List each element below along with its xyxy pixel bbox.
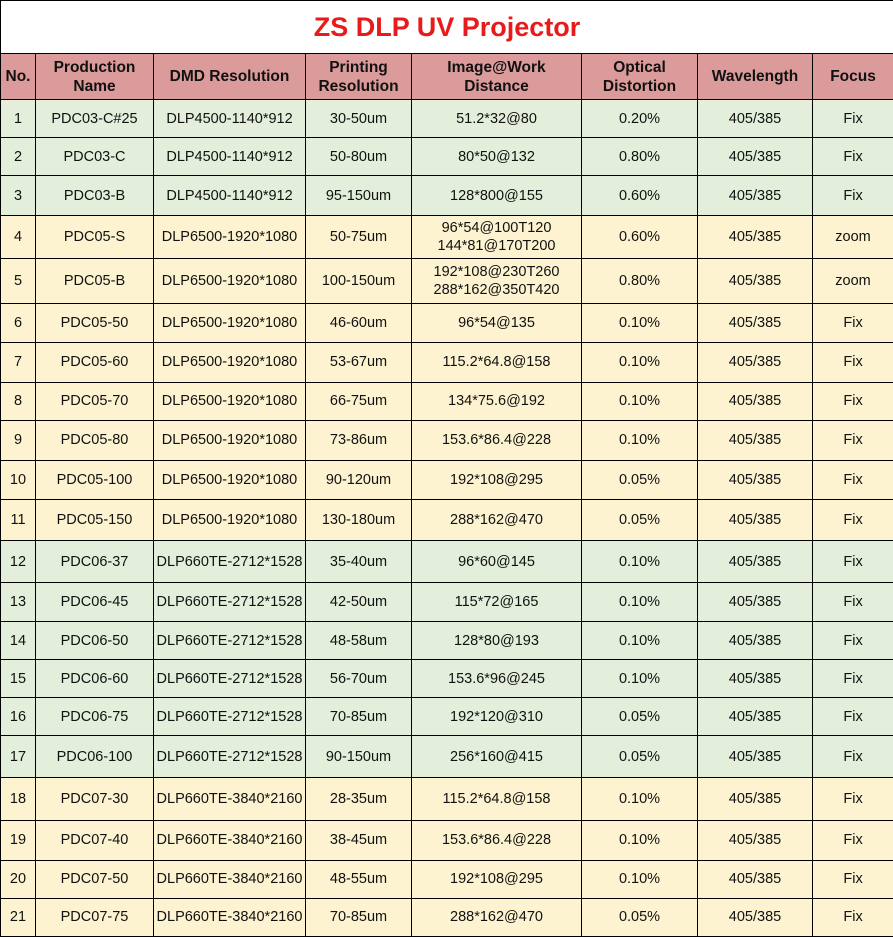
cell-wavelength: 405/385 <box>698 698 813 736</box>
header-optical-distortion-line1: Optical <box>613 58 666 76</box>
cell-no: 13 <box>1 583 36 622</box>
image-work-distance-line: 144*81@170T200 <box>437 238 556 255</box>
table-row <box>1 499 893 540</box>
table-row <box>1 304 893 342</box>
cell-production-name: PDC07-30 <box>36 778 154 820</box>
table-row <box>1 778 893 820</box>
cell-printing-resolution: 130-180um <box>306 499 412 540</box>
cell-printing-resolution: 48-58um <box>306 622 412 660</box>
title-row <box>1 1 893 54</box>
cell-dmd-resolution: DLP4500-1140*912 <box>154 176 306 216</box>
cell-printing-resolution: 56-70um <box>306 660 412 698</box>
table-row <box>1 540 893 582</box>
cell-optical-distortion: 0.05% <box>582 898 698 936</box>
cell-dmd-resolution: DLP660TE-2712*1528 <box>154 660 306 698</box>
header-optical-distortion-line2: Distortion <box>602 77 677 95</box>
table-row <box>1 176 893 216</box>
image-work-distance-line: 288*162@350T420 <box>433 282 560 299</box>
cell-printing-resolution: 46-60um <box>306 304 412 342</box>
cell-optical-distortion: 0.60% <box>582 176 698 216</box>
cell-dmd-resolution: DLP660TE-2712*1528 <box>154 698 306 736</box>
cell-printing-resolution: 100-150um <box>306 259 412 304</box>
table-row <box>1 898 893 936</box>
image-work-distance-line: 192*108@295 <box>450 871 543 888</box>
cell-wavelength: 405/385 <box>698 778 813 820</box>
cell-printing-resolution: 66-75um <box>306 382 412 420</box>
image-work-distance-line: 115*72@165 <box>454 594 539 611</box>
cell-image-work-distance <box>412 100 582 138</box>
cell-image-work-distance <box>412 898 582 936</box>
cell-no: 19 <box>1 820 36 860</box>
cell-printing-resolution: 73-86um <box>306 420 412 460</box>
cell-optical-distortion: 0.05% <box>582 698 698 736</box>
cell-focus: zoom <box>813 259 893 304</box>
cell-wavelength: 405/385 <box>698 499 813 540</box>
cell-no: 9 <box>1 420 36 460</box>
cell-production-name: PDC06-100 <box>36 736 154 778</box>
cell-wavelength: 405/385 <box>698 736 813 778</box>
cell-wavelength: 405/385 <box>698 660 813 698</box>
cell-wavelength: 405/385 <box>698 420 813 460</box>
cell-focus: Fix <box>813 860 893 898</box>
header-printing-resolution-line2: Resolution <box>318 77 399 95</box>
cell-no: 18 <box>1 778 36 820</box>
table-row <box>1 216 893 259</box>
header-focus: Focus <box>813 54 893 100</box>
cell-image-work-distance <box>412 216 582 259</box>
cell-dmd-resolution: DLP6500-1920*1080 <box>154 216 306 259</box>
header-dmd-resolution: DMD Resolution <box>154 54 306 100</box>
cell-no: 11 <box>1 499 36 540</box>
cell-wavelength: 405/385 <box>698 138 813 176</box>
cell-wavelength: 405/385 <box>698 860 813 898</box>
image-work-distance-line: 288*162@470 <box>450 909 543 926</box>
cell-no: 8 <box>1 382 36 420</box>
cell-image-work-distance <box>412 499 582 540</box>
cell-optical-distortion: 0.10% <box>582 860 698 898</box>
cell-no: 2 <box>1 138 36 176</box>
cell-image-work-distance <box>412 820 582 860</box>
cell-production-name: PDC05-B <box>36 259 154 304</box>
cell-no: 21 <box>1 898 36 936</box>
cell-focus: Fix <box>813 420 893 460</box>
header-image-work-distance-line1: Image@Work <box>447 58 546 76</box>
image-work-distance-line: 288*162@470 <box>450 511 543 528</box>
cell-image-work-distance <box>412 583 582 622</box>
cell-production-name: PDC06-50 <box>36 622 154 660</box>
cell-no: 15 <box>1 660 36 698</box>
table-row <box>1 660 893 698</box>
image-work-distance-line: 153.6*96@245 <box>448 670 545 687</box>
header-image-work-distance-line2: Distance <box>464 77 529 95</box>
cell-image-work-distance <box>412 622 582 660</box>
cell-wavelength: 405/385 <box>698 100 813 138</box>
cell-optical-distortion: 0.10% <box>582 342 698 382</box>
header-production-name-line2: Name <box>73 77 116 95</box>
cell-image-work-distance <box>412 540 582 582</box>
cell-production-name: PDC05-100 <box>36 460 154 499</box>
cell-wavelength: 405/385 <box>698 583 813 622</box>
cell-focus: Fix <box>813 304 893 342</box>
table-row <box>1 622 893 660</box>
cell-dmd-resolution: DLP6500-1920*1080 <box>154 259 306 304</box>
table-row <box>1 583 893 622</box>
cell-wavelength: 405/385 <box>698 259 813 304</box>
cell-wavelength: 405/385 <box>698 898 813 936</box>
image-work-distance-line: 153.6*86.4@228 <box>441 432 552 449</box>
cell-printing-resolution: 90-150um <box>306 736 412 778</box>
cell-image-work-distance <box>412 304 582 342</box>
page-title: ZS DLP UV Projector <box>1 1 893 54</box>
cell-no: 6 <box>1 304 36 342</box>
cell-printing-resolution: 30-50um <box>306 100 412 138</box>
cell-printing-resolution: 90-120um <box>306 460 412 499</box>
cell-optical-distortion: 0.20% <box>582 100 698 138</box>
cell-optical-distortion: 0.10% <box>582 778 698 820</box>
cell-focus: Fix <box>813 698 893 736</box>
cell-production-name: PDC05-80 <box>36 420 154 460</box>
header-no: No. <box>1 54 36 100</box>
cell-dmd-resolution: DLP660TE-2712*1528 <box>154 622 306 660</box>
cell-optical-distortion: 0.05% <box>582 499 698 540</box>
cell-image-work-distance <box>412 176 582 216</box>
cell-optical-distortion: 0.05% <box>582 460 698 499</box>
image-work-distance-line: 153.6*86.4@228 <box>441 832 552 849</box>
cell-dmd-resolution: DLP660TE-2712*1528 <box>154 583 306 622</box>
cell-focus: Fix <box>813 460 893 499</box>
cell-focus: zoom <box>813 216 893 259</box>
image-work-distance-line: 192*120@310 <box>450 708 543 725</box>
cell-optical-distortion: 0.10% <box>582 622 698 660</box>
cell-image-work-distance <box>412 420 582 460</box>
cell-production-name: PDC03-C <box>36 138 154 176</box>
cell-optical-distortion: 0.80% <box>582 259 698 304</box>
header-production-name-line1: Production <box>53 58 136 76</box>
cell-dmd-resolution: DLP660TE-3840*2160 <box>154 820 306 860</box>
cell-focus: Fix <box>813 660 893 698</box>
cell-image-work-distance <box>412 382 582 420</box>
cell-wavelength: 405/385 <box>698 216 813 259</box>
header-row <box>1 54 893 100</box>
cell-dmd-resolution: DLP660TE-3840*2160 <box>154 898 306 936</box>
cell-printing-resolution: 42-50um <box>306 583 412 622</box>
cell-no: 3 <box>1 176 36 216</box>
header-printing-resolution-line1: Printing <box>329 58 388 76</box>
cell-dmd-resolution: DLP660TE-3840*2160 <box>154 778 306 820</box>
cell-production-name: PDC03-B <box>36 176 154 216</box>
image-work-distance-line: 80*50@132 <box>458 148 535 165</box>
table-row <box>1 259 893 304</box>
cell-no: 14 <box>1 622 36 660</box>
image-work-distance-line: 192*108@295 <box>450 471 543 488</box>
cell-image-work-distance <box>412 860 582 898</box>
image-work-distance-line: 51.2*32@80 <box>456 110 537 127</box>
cell-image-work-distance <box>412 342 582 382</box>
cell-wavelength: 405/385 <box>698 820 813 860</box>
cell-focus: Fix <box>813 898 893 936</box>
cell-image-work-distance <box>412 138 582 176</box>
cell-optical-distortion: 0.10% <box>582 583 698 622</box>
image-work-distance-line: 96*60@145 <box>458 553 535 570</box>
image-work-distance-line: 256*160@415 <box>450 748 543 765</box>
cell-optical-distortion: 0.10% <box>582 540 698 582</box>
table-row <box>1 736 893 778</box>
cell-printing-resolution: 50-80um <box>306 138 412 176</box>
cell-printing-resolution: 50-75um <box>306 216 412 259</box>
table-row <box>1 138 893 176</box>
cell-optical-distortion: 0.10% <box>582 304 698 342</box>
cell-wavelength: 405/385 <box>698 342 813 382</box>
cell-image-work-distance <box>412 660 582 698</box>
cell-production-name: PDC06-45 <box>36 583 154 622</box>
cell-dmd-resolution: DLP6500-1920*1080 <box>154 499 306 540</box>
cell-printing-resolution: 53-67um <box>306 342 412 382</box>
image-work-distance-line: 115.2*64.8@158 <box>442 791 551 807</box>
cell-printing-resolution: 38-45um <box>306 820 412 860</box>
table-row <box>1 460 893 499</box>
cell-production-name: PDC07-75 <box>36 898 154 936</box>
cell-focus: Fix <box>813 342 893 382</box>
table-row <box>1 860 893 898</box>
cell-production-name: PDC05-S <box>36 216 154 259</box>
cell-focus: Fix <box>813 583 893 622</box>
cell-wavelength: 405/385 <box>698 540 813 582</box>
cell-production-name: PDC05-50 <box>36 304 154 342</box>
cell-focus: Fix <box>813 100 893 138</box>
cell-focus: Fix <box>813 622 893 660</box>
image-work-distance-line: 128*800@155 <box>450 187 543 204</box>
cell-production-name: PDC07-50 <box>36 860 154 898</box>
cell-optical-distortion: 0.60% <box>582 216 698 259</box>
cell-dmd-resolution: DLP4500-1140*912 <box>154 138 306 176</box>
cell-focus: Fix <box>813 820 893 860</box>
cell-focus: Fix <box>813 736 893 778</box>
cell-no: 10 <box>1 460 36 499</box>
cell-image-work-distance <box>412 736 582 778</box>
cell-optical-distortion: 0.80% <box>582 138 698 176</box>
cell-dmd-resolution: DLP660TE-2712*1528 <box>154 540 306 582</box>
cell-no: 7 <box>1 342 36 382</box>
table-row <box>1 342 893 382</box>
image-work-distance-line: 96*54@135 <box>458 314 535 331</box>
table-row <box>1 100 893 138</box>
cell-focus: Fix <box>813 176 893 216</box>
cell-image-work-distance <box>412 259 582 304</box>
table-row <box>1 382 893 420</box>
header-printing-resolution <box>306 54 412 100</box>
table-row <box>1 698 893 736</box>
cell-production-name: PDC05-60 <box>36 342 154 382</box>
cell-wavelength: 405/385 <box>698 304 813 342</box>
cell-no: 16 <box>1 698 36 736</box>
cell-no: 4 <box>1 216 36 259</box>
cell-wavelength: 405/385 <box>698 382 813 420</box>
table-body <box>1 100 893 937</box>
cell-dmd-resolution: DLP6500-1920*1080 <box>154 304 306 342</box>
cell-dmd-resolution: DLP6500-1920*1080 <box>154 382 306 420</box>
image-work-distance-line: 192*108@230T260 <box>433 264 560 281</box>
cell-dmd-resolution: DLP660TE-3840*2160 <box>154 860 306 898</box>
cell-printing-resolution: 35-40um <box>306 540 412 582</box>
cell-image-work-distance <box>412 460 582 499</box>
cell-no: 1 <box>1 100 36 138</box>
cell-dmd-resolution: DLP660TE-2712*1528 <box>154 736 306 778</box>
cell-focus: Fix <box>813 382 893 420</box>
cell-dmd-resolution: DLP6500-1920*1080 <box>154 420 306 460</box>
cell-production-name: PDC06-60 <box>36 660 154 698</box>
cell-printing-resolution: 70-85um <box>306 698 412 736</box>
cell-production-name: PDC06-37 <box>36 540 154 582</box>
cell-focus: Fix <box>813 778 893 820</box>
cell-wavelength: 405/385 <box>698 460 813 499</box>
cell-optical-distortion: 0.10% <box>582 820 698 860</box>
cell-printing-resolution: 48-55um <box>306 860 412 898</box>
image-work-distance-line: 128*80@193 <box>454 632 539 649</box>
cell-dmd-resolution: DLP4500-1140*912 <box>154 100 306 138</box>
cell-printing-resolution: 28-35um <box>306 778 412 820</box>
cell-production-name: PDC06-75 <box>36 698 154 736</box>
cell-no: 17 <box>1 736 36 778</box>
cell-dmd-resolution: DLP6500-1920*1080 <box>154 460 306 499</box>
image-work-distance-line: 134*75.6@192 <box>448 393 545 410</box>
cell-no: 12 <box>1 540 36 582</box>
cell-production-name: PDC05-150 <box>36 499 154 540</box>
cell-optical-distortion: 0.05% <box>582 736 698 778</box>
cell-dmd-resolution: DLP6500-1920*1080 <box>154 342 306 382</box>
table-row <box>1 820 893 860</box>
cell-production-name: PDC05-70 <box>36 382 154 420</box>
cell-printing-resolution: 70-85um <box>306 898 412 936</box>
table-row <box>1 420 893 460</box>
cell-wavelength: 405/385 <box>698 622 813 660</box>
image-work-distance-line: 115.2*64.8@158 <box>442 354 551 371</box>
cell-optical-distortion: 0.10% <box>582 382 698 420</box>
cell-wavelength: 405/385 <box>698 176 813 216</box>
cell-optical-distortion: 0.10% <box>582 660 698 698</box>
cell-focus: Fix <box>813 499 893 540</box>
header-optical-distortion <box>582 54 698 100</box>
cell-focus: Fix <box>813 540 893 582</box>
cell-focus: Fix <box>813 138 893 176</box>
header-production-name <box>36 54 154 100</box>
cell-production-name: PDC03-C#25 <box>36 100 154 138</box>
cell-no: 20 <box>1 860 36 898</box>
cell-no: 5 <box>1 259 36 304</box>
cell-image-work-distance <box>412 698 582 736</box>
cell-printing-resolution: 95-150um <box>306 176 412 216</box>
image-work-distance-line: 96*54@100T120 <box>441 220 552 237</box>
cell-image-work-distance <box>412 778 582 820</box>
cell-production-name: PDC07-40 <box>36 820 154 860</box>
header-wavelength: Wavelength <box>698 54 813 100</box>
cell-optical-distortion: 0.10% <box>582 420 698 460</box>
header-image-work-distance <box>412 54 582 100</box>
